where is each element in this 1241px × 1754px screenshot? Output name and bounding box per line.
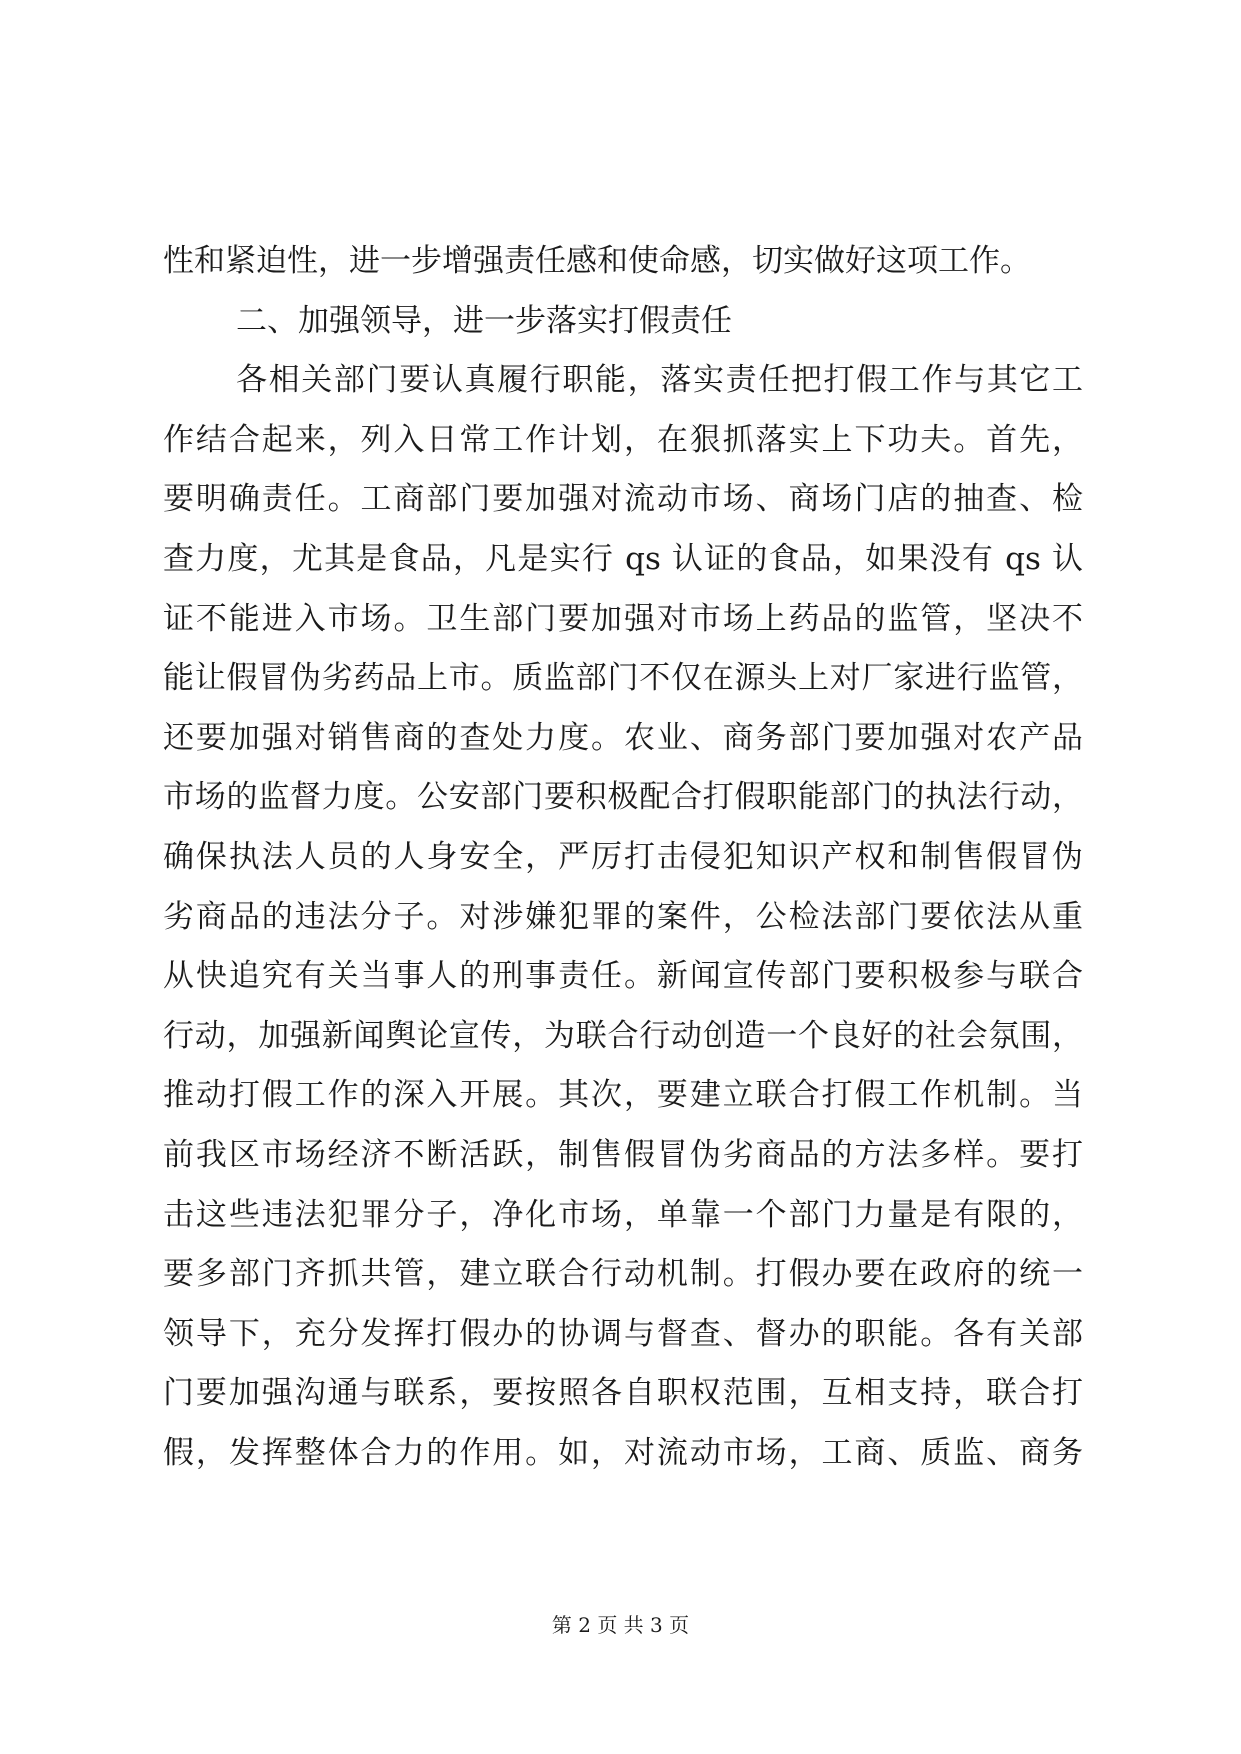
- text-line: 行动，加强新闻舆论宣传，为联合行动创造一个良好的社会氛围，: [163, 1017, 1083, 1054]
- text-line: 领导下，充分发挥打假办的协调与督查、督办的职能。各有关部: [163, 1315, 1083, 1352]
- text-line: 从快追究有关当事人的刑事责任。新闻宣传部门要积极参与联合: [163, 958, 1083, 995]
- text-line: 要多部门齐抓共管，建立联合行动机制。打假办要在政府的统一: [163, 1256, 1083, 1293]
- text-line: 性和紧迫性，进一步增强责任感和使命感，切实做好这项工作。: [163, 243, 1031, 279]
- text-line: 假，发挥整体合力的作用。如，对流动市场，工商、质监、商务: [163, 1434, 1083, 1471]
- text-line: 证不能进入市场。卫生部门要加强对市场上药品的监管，坚决不: [163, 600, 1083, 637]
- text-line: 查力度，尤其是食品，凡是实行 qs 认证的食品，如果没有 qs 认: [163, 540, 1083, 577]
- text-line: 确保执法人员的人身安全，严厉打击侵犯知识产权和制售假冒伪: [163, 838, 1083, 875]
- text-line: 各相关部门要认真履行职能，落实责任把打假工作与其它工: [236, 362, 1083, 399]
- text-line: 劣商品的违法分子。对涉嫌犯罪的案件，公检法部门要依法从重: [163, 898, 1083, 935]
- text-line: 还要加强对销售商的查处力度。农业、商务部门要加强对农产品: [163, 719, 1083, 756]
- text-line: 推动打假工作的深入开展。其次，要建立联合打假工作机制。当: [163, 1077, 1083, 1114]
- text-line: 门要加强沟通与联系，要按照各自职权范围，互相支持，联合打: [163, 1375, 1083, 1412]
- text-line: 作结合起来，列入日常工作计划，在狠抓落实上下功夫。首先，: [163, 421, 1083, 458]
- page-footer: 第 2 页 共 3 页: [551, 1613, 690, 1637]
- text-line: 前我区市场经济不断活跃，制售假冒伪劣商品的方法多样。要打: [163, 1136, 1083, 1173]
- section-heading: 二、加强领导，进一步落实打假责任: [236, 302, 732, 339]
- body-text: [163, 232, 1083, 1483]
- text-line: 击这些违法犯罪分子，净化市场，单靠一个部门力量是有限的，: [163, 1196, 1083, 1233]
- text-line: 要明确责任。工商部门要加强对流动市场、商场门店的抽查、检: [163, 481, 1083, 518]
- text-line: 能让假冒伪劣药品上市。质监部门不仅在源头上对厂家进行监管，: [163, 660, 1083, 697]
- text-line: 市场的监督力度。公安部门要积极配合打假职能部门的执法行动，: [163, 779, 1083, 816]
